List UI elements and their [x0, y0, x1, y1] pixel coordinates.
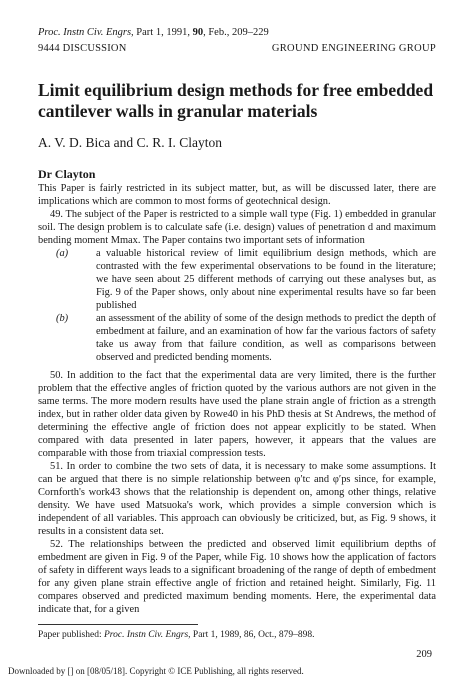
paragraph-50: 50. In addition to the fact that the experimental data are very limited, there is the further problem that the effective angles of friction quoted by the various authors are not given in the same terms. The more modern results have used the plane strain angle of friction as a strength index, but in rather older data given by Rowe40 in his PhD thesis at St Andrews, the method of determining the effective angle of friction does not appear explicitly to be stated. When compared with data presented in later papers, however, it appears that the values are comparable with those from triaxial compression tests.: [38, 370, 436, 459]
list-item-b: [38, 312, 436, 364]
footnote-divider: [38, 624, 198, 625]
publication-footnote: Paper published: Proc. Instn Civ. Engrs, Part 1, 1989, 86, Oct., 879–898.: [38, 630, 315, 640]
list-text-a: a valuable historical review of limit equilibrium design methods, which are contrasted with the few experimental observations to be found in the literature; we have seen about 25 different methods of carrying out these analyses but, as Fig. 9 of the Paper shows, only about nine experimental results have so far been published: [96, 248, 436, 311]
list-text-b: an assessment of the ability of some of the design methods to predict the depth of embedment at failure, and an examination of how far the various factors of safety take us away from that failure condition, as well as comparisons between observed and predicted bending moments.: [96, 313, 436, 363]
download-notice: Downloaded by [] on [08/05/18]. Copyright © ICE Publishing, all rights reserved.: [8, 666, 304, 676]
article-authors: A. V. D. Bica and C. R. I. Clayton: [38, 135, 222, 150]
section-group: GROUND ENGINEERING GROUP: [271, 43, 436, 54]
intro-paragraph: This Paper is fairly restricted in its subject matter, but, as will be discussed later, there are implications which are common to most forms of geotechnical design.: [38, 183, 436, 207]
paragraph-51: 51. In order to combine the two sets of data, it is necessary to make some assumptions. It can be argued that there is no simple relationship between φ′tc and φ′ps since, for example, Cornforth's work43 shows that the relationship is dependent on, among other things, relative density. We have used Matsuoka's work, which provides a simple conversion which is independent of all variables. This approach can obviously be criticized, but, as Fig. 9 shows, it results in a consistent data set.: [38, 461, 436, 537]
discussant-heading: Dr Clayton: [38, 167, 96, 181]
paragraph-52: 52. The relationships between the predicted and observed limit equilibrium depths of embedment are given in Fig. 9 of the Paper, while Fig. 10 shows how the application of factors of safety in different ways leads to a significant broadening of the range of depth of embedment for any given plane strain effective angle of friction and retained height. Similarly, Fig. 11 compares observed and predicted maximum bending moments. Here, the experimental data indicate that, for a given: [38, 539, 436, 615]
list-label-b: (b): [56, 313, 69, 324]
list-label-a: (a): [56, 248, 69, 259]
journal-citation: Proc. Instn Civ. Engrs, Part 1, 1991, 90, Feb., 209–229: [38, 27, 269, 38]
paragraph-49: 49. The subject of the Paper is restricted to a simple wall type (Fig. 1) embedded in granular soil. The design problem is to calculate safe (i.e. design) values of penetration d and maximum bending moment Mmax. The Paper contains two important sets of information: [38, 209, 436, 246]
discussion-body: [38, 182, 436, 616]
page-number: 209: [416, 649, 432, 660]
article-title: Limit equilibrium design methods for free embedded cantilever walls in granular materials: [38, 80, 434, 121]
list-item-a: [38, 247, 436, 312]
section-number: 9444 DISCUSSION: [38, 43, 127, 54]
